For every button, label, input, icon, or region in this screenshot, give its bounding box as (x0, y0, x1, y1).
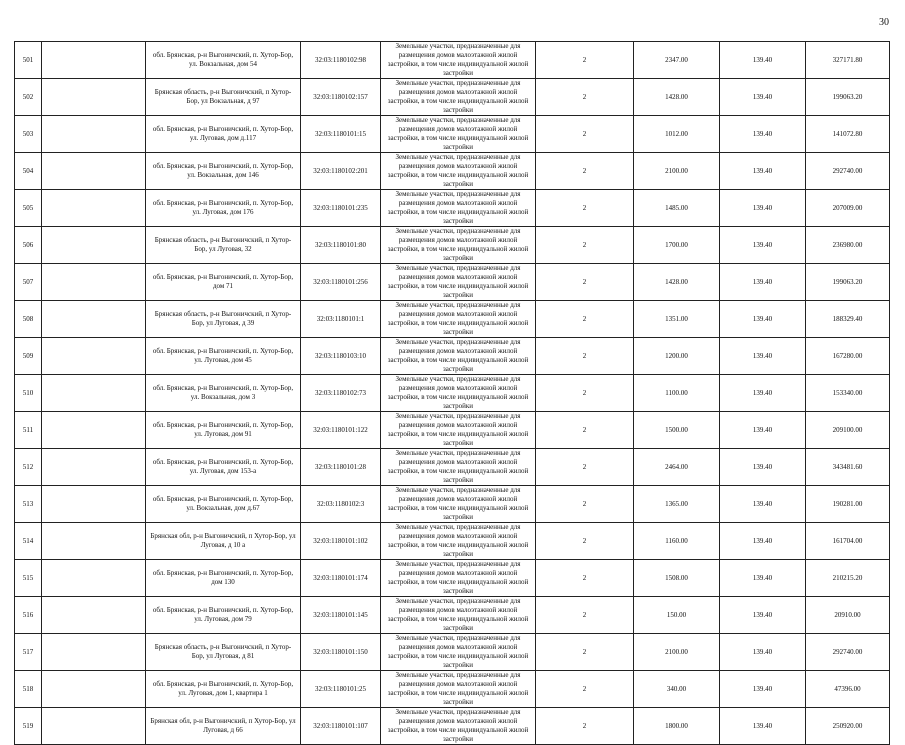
permitted-use-cell: Земельные участки, предназначенные для размещения домов малоэтажной жилой застройки, в том числе индивидуальной жилой застройки (381, 486, 536, 523)
row-number-cell: 514 (15, 523, 42, 560)
row-number-cell: 507 (15, 264, 42, 301)
permitted-use-cell: Земельные участки, предназначенные для размещения домов малоэтажной жилой застройки, в том числе индивидуальной жилой застройки (381, 153, 536, 190)
category-cell: 2 (536, 153, 634, 190)
table-row (15, 264, 890, 301)
empty-cell (42, 227, 146, 264)
area-cell: 1485.00 (634, 190, 720, 227)
area-cell: 1428.00 (634, 79, 720, 116)
permitted-use-cell: Земельные участки, предназначенные для размещения домов малоэтажной жилой застройки, в том числе индивидуальной жилой застройки (381, 597, 536, 634)
rate-cell: 139.40 (720, 227, 806, 264)
area-cell: 340.00 (634, 671, 720, 708)
empty-cell (42, 597, 146, 634)
address-cell: обл. Брянская, р-н Выгоничский, п. Хутор-Бор, ул. Вокзальная, дом 146 (146, 153, 301, 190)
cadastral-number-cell: 32:03:1180101:1 (301, 301, 381, 338)
permitted-use-cell: Земельные участки, предназначенные для размещения домов малоэтажной жилой застройки, в том числе индивидуальной жилой застройки (381, 375, 536, 412)
rate-cell: 139.40 (720, 634, 806, 671)
rate-cell: 139.40 (720, 708, 806, 745)
rate-cell: 139.40 (720, 486, 806, 523)
cadastral-number-cell: 32:03:1180101:256 (301, 264, 381, 301)
area-cell: 1700.00 (634, 227, 720, 264)
area-cell: 1200.00 (634, 338, 720, 375)
table-row (15, 412, 890, 449)
row-number-cell: 503 (15, 116, 42, 153)
permitted-use-cell: Земельные участки, предназначенные для размещения домов малоэтажной жилой застройки, в том числе индивидуальной жилой застройки (381, 42, 536, 79)
area-cell: 1012.00 (634, 116, 720, 153)
cadastral-value-cell: 236980.00 (806, 227, 890, 264)
row-number-cell: 511 (15, 412, 42, 449)
cadastral-value-cell: 292740.00 (806, 634, 890, 671)
empty-cell (42, 116, 146, 153)
cadastral-value-cell: 167280.00 (806, 338, 890, 375)
address-cell: обл. Брянская, р-н Выгоничский, п. Хутор-Бор, ул. Луговая, дом 176 (146, 190, 301, 227)
area-cell: 2100.00 (634, 634, 720, 671)
rate-cell: 139.40 (720, 79, 806, 116)
empty-cell (42, 560, 146, 597)
table-row (15, 227, 890, 264)
page-number: 30 (879, 17, 889, 28)
land-parcel-table (14, 41, 890, 745)
permitted-use-cell: Земельные участки, предназначенные для размещения домов малоэтажной жилой застройки, в том числе индивидуальной жилой застройки (381, 523, 536, 560)
cadastral-value-cell: 199063.20 (806, 264, 890, 301)
category-cell: 2 (536, 523, 634, 560)
cadastral-number-cell: 32:03:1180102:73 (301, 375, 381, 412)
permitted-use-cell: Земельные участки, предназначенные для размещения домов малоэтажной жилой застройки, в том числе индивидуальной жилой застройки (381, 412, 536, 449)
table-row (15, 79, 890, 116)
permitted-use-cell: Земельные участки, предназначенные для размещения домов малоэтажной жилой застройки, в том числе индивидуальной жилой застройки (381, 116, 536, 153)
rate-cell: 139.40 (720, 412, 806, 449)
cadastral-number-cell: 32:03:1180101:107 (301, 708, 381, 745)
row-number-cell: 516 (15, 597, 42, 634)
category-cell: 2 (536, 42, 634, 79)
address-cell: обл. Брянская, р-н Выгоничский, п. Хутор-Бор, ул. Вокзальная, дом д.67 (146, 486, 301, 523)
category-cell: 2 (536, 486, 634, 523)
empty-cell (42, 486, 146, 523)
address-cell: обл. Брянская, р-н Выгоничский, п. Хутор-Бор, ул. Луговая, дом 1, квартира 1 (146, 671, 301, 708)
table-row (15, 671, 890, 708)
category-cell: 2 (536, 227, 634, 264)
empty-cell (42, 301, 146, 338)
category-cell: 2 (536, 597, 634, 634)
empty-cell (42, 671, 146, 708)
cadastral-value-cell: 207009.00 (806, 190, 890, 227)
cadastral-number-cell: 32:03:1180102:3 (301, 486, 381, 523)
rate-cell: 139.40 (720, 338, 806, 375)
cadastral-value-cell: 47396.00 (806, 671, 890, 708)
category-cell: 2 (536, 671, 634, 708)
area-cell: 2464.00 (634, 449, 720, 486)
cadastral-number-cell: 32:03:1180101:150 (301, 634, 381, 671)
cadastral-number-cell: 32:03:1180101:25 (301, 671, 381, 708)
cadastral-number-cell: 32:03:1180101:174 (301, 560, 381, 597)
address-cell: Брянская область, р-н Выгоничский, п Хутор-Бор, ул Луговая, д 39 (146, 301, 301, 338)
address-cell: Брянская область, р-н Выгоничский, п Хутор-Бор, ул Луговая, 32 (146, 227, 301, 264)
cadastral-number-cell: 32:03:1180102:157 (301, 79, 381, 116)
address-cell: обл. Брянская, р-н Выгоничский, п. Хутор-Бор, ул. Вокзальная, дом 3 (146, 375, 301, 412)
permitted-use-cell: Земельные участки, предназначенные для размещения домов малоэтажной жилой застройки, в том числе индивидуальной жилой застройки (381, 190, 536, 227)
rate-cell: 139.40 (720, 301, 806, 338)
cadastral-number-cell: 32:03:1180101:15 (301, 116, 381, 153)
row-number-cell: 512 (15, 449, 42, 486)
cadastral-number-cell: 32:03:1180102:98 (301, 42, 381, 79)
category-cell: 2 (536, 338, 634, 375)
rate-cell: 139.40 (720, 597, 806, 634)
row-number-cell: 517 (15, 634, 42, 671)
cadastral-number-cell: 32:03:1180102:201 (301, 153, 381, 190)
category-cell: 2 (536, 634, 634, 671)
empty-cell (42, 634, 146, 671)
area-cell: 1800.00 (634, 708, 720, 745)
row-number-cell: 519 (15, 708, 42, 745)
row-number-cell: 505 (15, 190, 42, 227)
area-cell: 1500.00 (634, 412, 720, 449)
permitted-use-cell: Земельные участки, предназначенные для размещения домов малоэтажной жилой застройки, в том числе индивидуальной жилой застройки (381, 264, 536, 301)
address-cell: обл. Брянская, р-н Выгоничский, п. Хутор-Бор, ул. Луговая, дом 153-а (146, 449, 301, 486)
cadastral-value-cell: 141072.80 (806, 116, 890, 153)
permitted-use-cell: Земельные участки, предназначенные для размещения домов малоэтажной жилой застройки, в том числе индивидуальной жилой застройки (381, 79, 536, 116)
cadastral-value-cell: 209100.00 (806, 412, 890, 449)
empty-cell (42, 449, 146, 486)
cadastral-value-cell: 327171.80 (806, 42, 890, 79)
cadastral-value-cell: 343481.60 (806, 449, 890, 486)
cadastral-number-cell: 32:03:1180101:28 (301, 449, 381, 486)
cadastral-number-cell: 32:03:1180103:10 (301, 338, 381, 375)
table-row (15, 449, 890, 486)
table-row (15, 42, 890, 79)
table-row (15, 375, 890, 412)
rate-cell: 139.40 (720, 42, 806, 79)
rate-cell: 139.40 (720, 116, 806, 153)
permitted-use-cell: Земельные участки, предназначенные для размещения домов малоэтажной жилой застройки, в том числе индивидуальной жилой застройки (381, 671, 536, 708)
rate-cell: 139.40 (720, 190, 806, 227)
rate-cell: 139.40 (720, 523, 806, 560)
area-cell: 1508.00 (634, 560, 720, 597)
rate-cell: 139.40 (720, 264, 806, 301)
row-number-cell: 501 (15, 42, 42, 79)
table-row (15, 301, 890, 338)
address-cell: Брянская обл, р-н Выгоничский, п Хутор-Бор, ул Луговая, д 66 (146, 708, 301, 745)
cadastral-value-cell: 292740.00 (806, 153, 890, 190)
row-number-cell: 513 (15, 486, 42, 523)
cadastral-value-cell: 210215.20 (806, 560, 890, 597)
cadastral-value-cell: 153340.00 (806, 375, 890, 412)
table-row (15, 560, 890, 597)
cadastral-number-cell: 32:03:1180101:122 (301, 412, 381, 449)
row-number-cell: 518 (15, 671, 42, 708)
table-row (15, 486, 890, 523)
area-cell: 1351.00 (634, 301, 720, 338)
category-cell: 2 (536, 190, 634, 227)
cadastral-value-cell: 250920.00 (806, 708, 890, 745)
area-cell: 2100.00 (634, 153, 720, 190)
address-cell: обл. Брянская, р-н Выгоничский, п. Хутор-Бор, ул. Луговая, дом д.117 (146, 116, 301, 153)
category-cell: 2 (536, 708, 634, 745)
area-cell: 2347.00 (634, 42, 720, 79)
permitted-use-cell: Земельные участки, предназначенные для размещения домов малоэтажной жилой застройки, в том числе индивидуальной жилой застройки (381, 634, 536, 671)
area-cell: 150.00 (634, 597, 720, 634)
permitted-use-cell: Земельные участки, предназначенные для размещения домов малоэтажной жилой застройки, в том числе индивидуальной жилой застройки (381, 449, 536, 486)
address-cell: Брянская обл, р-н Выгоничский, п Хутор-Бор, ул Луговая, д 10 а (146, 523, 301, 560)
rate-cell: 139.40 (720, 560, 806, 597)
category-cell: 2 (536, 412, 634, 449)
table-row (15, 708, 890, 745)
empty-cell (42, 79, 146, 116)
empty-cell (42, 708, 146, 745)
rate-cell: 139.40 (720, 153, 806, 190)
table-row (15, 338, 890, 375)
address-cell: обл. Брянская, р-н Выгоничский, п. Хутор-Бор, ул. Луговая, дом 79 (146, 597, 301, 634)
category-cell: 2 (536, 449, 634, 486)
cadastral-value-cell: 161704.00 (806, 523, 890, 560)
address-cell: Брянская область, р-н Выгоничский, п Хутор-Бор, ул Вокзальная, д 97 (146, 79, 301, 116)
permitted-use-cell: Земельные участки, предназначенные для размещения домов малоэтажной жилой застройки, в том числе индивидуальной жилой застройки (381, 560, 536, 597)
address-cell: Брянская область, р-н Выгоничский, п Хутор-Бор, ул Луговая, д 81 (146, 634, 301, 671)
row-number-cell: 504 (15, 153, 42, 190)
table-body (15, 42, 890, 745)
table-row (15, 190, 890, 227)
empty-cell (42, 190, 146, 227)
permitted-use-cell: Земельные участки, предназначенные для размещения домов малоэтажной жилой застройки, в том числе индивидуальной жилой застройки (381, 708, 536, 745)
row-number-cell: 506 (15, 227, 42, 264)
address-cell: обл. Брянская, р-н Выгоничский, п. Хутор-Бор, ул. Луговая, дом 91 (146, 412, 301, 449)
cadastral-value-cell: 20910.00 (806, 597, 890, 634)
row-number-cell: 509 (15, 338, 42, 375)
row-number-cell: 510 (15, 375, 42, 412)
area-cell: 1365.00 (634, 486, 720, 523)
table-row (15, 116, 890, 153)
cadastral-value-cell: 190281.00 (806, 486, 890, 523)
address-cell: обл. Брянская, р-н Выгоничский, п. Хутор-Бор, ул. Вокзальная, дом 54 (146, 42, 301, 79)
address-cell: обл. Брянская, р-н Выгоничский, п. Хутор-Бор, ул. Луговая, дом 45 (146, 338, 301, 375)
permitted-use-cell: Земельные участки, предназначенные для размещения домов малоэтажной жилой застройки, в том числе индивидуальной жилой застройки (381, 227, 536, 264)
empty-cell (42, 523, 146, 560)
rate-cell: 139.40 (720, 375, 806, 412)
table-row (15, 153, 890, 190)
category-cell: 2 (536, 560, 634, 597)
category-cell: 2 (536, 375, 634, 412)
cadastral-value-cell: 188329.40 (806, 301, 890, 338)
cadastral-number-cell: 32:03:1180101:145 (301, 597, 381, 634)
cadastral-number-cell: 32:03:1180101:235 (301, 190, 381, 227)
cadastral-number-cell: 32:03:1180101:80 (301, 227, 381, 264)
cadastral-number-cell: 32:03:1180101:102 (301, 523, 381, 560)
empty-cell (42, 338, 146, 375)
row-number-cell: 502 (15, 79, 42, 116)
permitted-use-cell: Земельные участки, предназначенные для размещения домов малоэтажной жилой застройки, в том числе индивидуальной жилой застройки (381, 338, 536, 375)
area-cell: 1160.00 (634, 523, 720, 560)
permitted-use-cell: Земельные участки, предназначенные для размещения домов малоэтажной жилой застройки, в том числе индивидуальной жилой застройки (381, 301, 536, 338)
empty-cell (42, 42, 146, 79)
empty-cell (42, 264, 146, 301)
rate-cell: 139.40 (720, 671, 806, 708)
category-cell: 2 (536, 116, 634, 153)
row-number-cell: 515 (15, 560, 42, 597)
table-row (15, 634, 890, 671)
category-cell: 2 (536, 264, 634, 301)
cadastral-value-cell: 199063.20 (806, 79, 890, 116)
empty-cell (42, 412, 146, 449)
empty-cell (42, 375, 146, 412)
empty-cell (42, 153, 146, 190)
area-cell: 1428.00 (634, 264, 720, 301)
address-cell: обл. Брянская, р-н Выгоничский, п. Хутор-Бор, дом 71 (146, 264, 301, 301)
area-cell: 1100.00 (634, 375, 720, 412)
address-cell: обл. Брянская, р-н Выгоничский, п. Хутор-Бор, дом 130 (146, 560, 301, 597)
table-row (15, 597, 890, 634)
table-row (15, 523, 890, 560)
category-cell: 2 (536, 301, 634, 338)
row-number-cell: 508 (15, 301, 42, 338)
rate-cell: 139.40 (720, 449, 806, 486)
category-cell: 2 (536, 79, 634, 116)
